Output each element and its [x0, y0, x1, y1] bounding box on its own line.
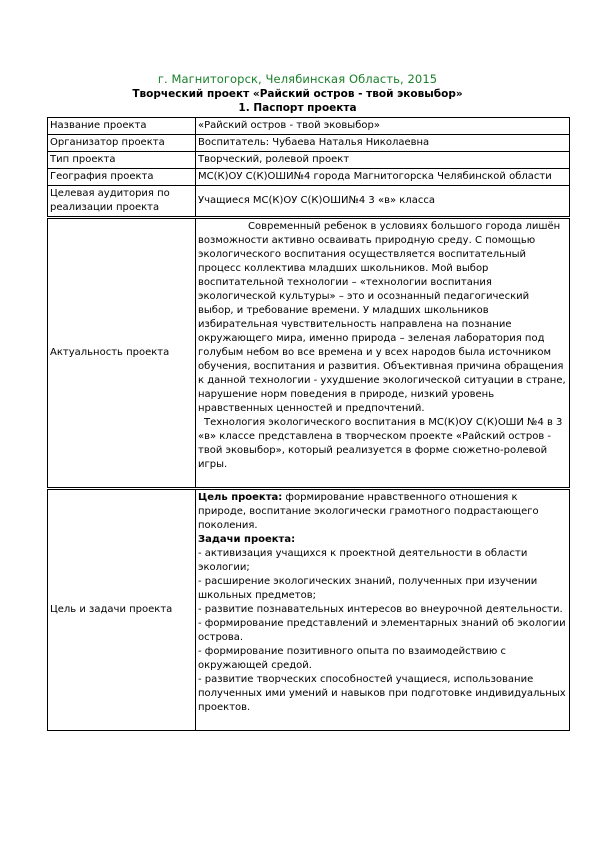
row-value-geography: МС(К)ОУ С(К)ОШИ№4 города Магнитогорска Челябинской области [196, 169, 570, 186]
task-item: - формирование представлений и элементарных знаний об экологии острова. [198, 618, 566, 643]
task-item: - активизация учащихся к проектной деятельности в области экологии; [198, 548, 528, 573]
task-item: - развитие творческих способностей учащиеся, использование полученных ими умений и навыков при подготовке индивидуальных проектов. [198, 674, 566, 713]
row-value-goals [196, 489, 570, 731]
row-value-relevance [196, 218, 570, 489]
goal-text: формирование нравственного отношения к природе, воспитание экологически грамотного подрастающего поколения. [198, 492, 539, 531]
table-row [48, 152, 570, 169]
row-value-type: Творческий, ролевой проект [196, 152, 570, 169]
project-title: Творческий проект «Райский остров - твой эковыбор» [132, 88, 463, 100]
row-label-audience: Целевая аудитория по реализации проекта [48, 186, 196, 218]
row-value-organizer: Воспитатель: Чубаева Наталья Николаевна [196, 135, 570, 152]
task-item: - расширение экологических знаний, полученных при изучении школьных предметов; [198, 576, 538, 601]
table-row [48, 169, 570, 186]
row-value-name: «Райский остров - твой эковыбор» [196, 118, 570, 135]
table-row [48, 135, 570, 152]
tasks-heading: Задачи проекта: [198, 534, 296, 545]
row-label-organizer: Организатор проекта [48, 135, 196, 152]
task-item: - формирование позитивного опыта по взаимодействию с окружающей средой. [198, 646, 506, 671]
section-heading: 1. Паспорт проекта [238, 102, 357, 114]
table-row [48, 218, 570, 489]
row-value-audience: Учащиеся МС(К)ОУ С(К)ОШИ№4 3 «в» класса [196, 186, 570, 218]
table-row [48, 118, 570, 135]
row-label-type: Тип проекта [48, 152, 196, 169]
relevance-paragraph-2: Технология экологического воспитания в МС(К)ОУ С(К)ОШИ №4 в 3 «в» классе представлена в творческом проекте «Райский остров - твой эковыбор», который реализуется в форме сюжетно-ролевой игры. [198, 417, 563, 470]
row-label-goals: Цель и задачи проекта [48, 489, 196, 731]
goal-heading: Цель проекта: [198, 492, 283, 503]
row-label-relevance: Актуальность проекта [48, 218, 196, 489]
row-label-geography: География проекта [48, 169, 196, 186]
table-row [48, 489, 570, 731]
row-label-name: Название проекта [48, 118, 196, 135]
relevance-paragraph-1: Современный ребенок в условиях большого города лишён возможности активно осваивать природную среду. С помощью экологического воспитания осуществляется воспитательный процесс коллектива младших школьников. Мой выбор воспитательной технологии – «технологии воспитания экологической культуры» – это и осознанный педагогический выбор, и требование времени. У младших школьников избирательная чувствительность направлена на познание окружающего мира, именно природа – зеленая лаборатория под голубым небом во все времена и у всех народов была источником обучения, воспитания и развития. Объективная причина обращения к данной технологии - ухудшение экологической ситуации в стране, нарушение норм поведения в природе, низкий уровень нравственных ценностей и предпочтений. [198, 221, 566, 414]
passport-table [47, 117, 570, 731]
task-item: - развитие познавательных интересов во внеурочной деятельности. [198, 604, 563, 615]
goal-paragraph [198, 491, 567, 533]
table-row [48, 186, 570, 218]
header-city: г. Магнитогорск, Челябинская Область, 2015 [157, 72, 438, 86]
